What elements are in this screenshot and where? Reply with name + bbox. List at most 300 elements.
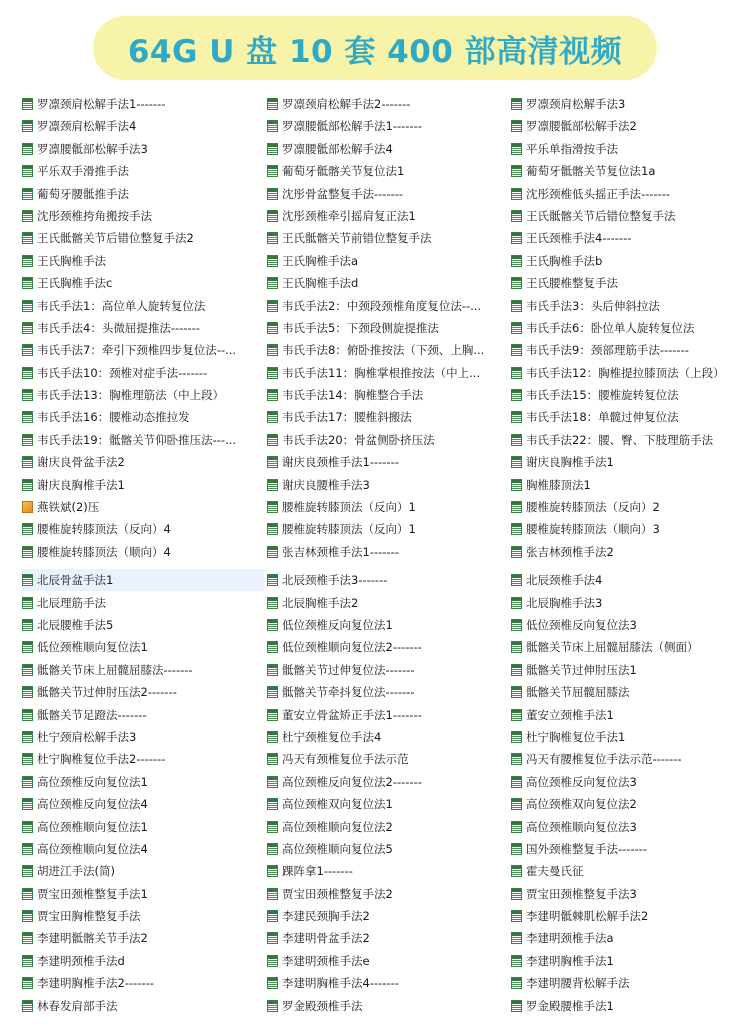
file-name: 王氏骶髂关节后错位整复手法2 [37,231,194,246]
video-file-icon [511,456,522,468]
file-name: 北辰胸椎手法3 [526,595,603,610]
file-item[interactable] [511,339,744,361]
video-file-icon [22,731,33,743]
video-file-icon [267,411,278,423]
file-item[interactable] [267,659,507,681]
file-name: 杜宁颈肩松解手法3 [37,729,137,744]
file-item[interactable] [267,115,507,137]
video-file-icon [511,619,522,631]
file-row [22,250,744,272]
file-name: 韦氏手法18：单髋过伸复位法 [526,410,679,425]
file-item[interactable] [511,474,744,496]
file-item[interactable] [267,771,507,793]
file-item[interactable] [511,406,744,428]
file-item[interactable] [267,205,507,227]
video-file-icon [267,255,278,267]
file-name: 北辰腰椎手法5 [37,617,114,632]
file-item[interactable] [267,474,507,496]
file-name: 韦氏手法12：胸椎提拉膝顶法（上段） [526,365,725,380]
video-file-icon [511,664,522,676]
file-row [22,726,744,748]
file-item[interactable] [511,816,744,838]
file-item[interactable] [22,771,264,793]
video-file-icon [267,910,278,922]
file-item[interactable] [22,384,264,406]
file-item[interactable] [511,429,744,451]
file-item[interactable] [511,115,744,137]
file-item[interactable] [511,496,744,518]
file-item[interactable] [511,838,744,860]
file-item[interactable] [22,429,264,451]
file-row [22,614,744,636]
file-name: 高位颈椎顺向复位法5 [282,841,393,856]
file-name: 王氏骶髂关节前错位整复手法 [282,231,432,246]
file-name: 韦氏手法17：腰椎斜搬法 [282,410,412,425]
file-item[interactable] [267,429,507,451]
video-file-icon [511,709,522,721]
video-file-icon [22,143,33,155]
video-file-icon [511,597,522,609]
file-item[interactable] [22,362,264,384]
file-item[interactable] [267,592,507,614]
file-item[interactable] [22,227,264,249]
file-item[interactable] [22,995,264,1017]
video-file-icon [22,955,33,967]
file-item[interactable] [267,995,507,1017]
video-file-icon [22,456,33,468]
file-name: 李建明腰背松解手法 [526,976,630,991]
video-file-icon [511,120,522,132]
file-item[interactable] [511,927,744,949]
file-name: 高位颈椎反向复位法1 [37,774,148,789]
file-row [22,317,744,339]
file-item[interactable] [22,704,264,726]
file-item[interactable] [267,93,507,115]
video-file-icon [511,411,522,423]
file-item[interactable] [511,541,744,563]
file-item[interactable] [267,883,507,905]
file-name: 腰椎旋转膝顶法（反向）4 [37,522,171,537]
file-item[interactable] [511,793,744,815]
file-item[interactable] [511,362,744,384]
file-item[interactable] [511,384,744,406]
file-item[interactable] [511,659,744,681]
file-name: 杜宁胸椎复位手法2------- [37,752,166,767]
file-row [22,474,744,496]
file-name: 高位颈椎反向复位法3 [526,774,637,789]
video-file-icon [267,344,278,356]
file-item[interactable] [22,474,264,496]
file-item[interactable] [267,704,507,726]
file-name: 韦氏手法9：颈部理筋手法------- [526,343,689,358]
video-file-icon [267,641,278,653]
video-file-icon [267,98,278,110]
file-name: 谢庆良胸椎手法1 [526,455,614,470]
file-row [22,972,744,994]
video-file-icon [511,523,522,535]
file-row [22,681,744,703]
file-name: 谢庆良胸椎手法1 [37,477,125,492]
file-item[interactable] [267,726,507,748]
file-name: 韦氏手法14：胸椎整合手法 [282,388,424,403]
file-name: 高位颈椎反向复位法4 [37,797,148,812]
video-file-icon [267,232,278,244]
file-item[interactable] [511,860,744,882]
file-item[interactable] [267,816,507,838]
file-item[interactable] [22,93,264,115]
file-item[interactable] [22,681,264,703]
file-name: 低位颈椎反向复位法1 [282,617,393,632]
video-file-icon [22,367,33,379]
file-name: 霍夫曼氏征 [526,864,584,879]
video-file-icon [22,277,33,289]
file-item[interactable] [22,748,264,770]
file-name: 贾宝田颈椎整复手法3 [526,886,637,901]
file-name: 骶髂关节过伸肘压法1 [526,662,637,677]
file-item[interactable] [511,681,744,703]
video-file-icon [22,821,33,833]
video-file-icon [511,641,522,653]
file-item[interactable] [511,883,744,905]
file-item[interactable] [267,406,507,428]
file-item[interactable] [267,950,507,972]
file-item[interactable] [511,272,744,294]
video-file-icon [22,322,33,334]
file-row [22,704,744,726]
file-item[interactable] [22,905,264,927]
file-item[interactable] [22,138,264,160]
file-name: 低位颈椎反向复位法3 [526,617,637,632]
file-name: 王氏胸椎手法a [282,253,359,268]
video-file-icon [22,753,33,765]
file-row [22,93,744,115]
video-file-icon [267,322,278,334]
file-row [22,771,744,793]
file-item[interactable] [267,362,507,384]
file-item[interactable] [22,451,264,473]
file-item[interactable] [22,950,264,972]
file-item[interactable] [511,205,744,227]
file-item[interactable] [22,518,264,540]
video-file-icon [511,210,522,222]
file-item[interactable] [267,838,507,860]
video-file-icon [267,865,278,877]
file-row [22,339,744,361]
file-item[interactable] [267,317,507,339]
file-name: 北辰颈椎手法4 [526,573,603,588]
file-name: 王氏颈椎手法4------- [526,231,632,246]
video-file-icon [267,776,278,788]
video-file-icon [267,798,278,810]
file-item[interactable] [267,927,507,949]
file-name: 高位颈椎顺向复位法3 [526,819,637,834]
file-row [22,793,744,815]
file-item[interactable] [267,295,507,317]
file-grid [22,93,744,1017]
file-item[interactable] [511,160,744,182]
file-item[interactable] [22,272,264,294]
file-item[interactable] [267,972,507,994]
video-file-icon [22,255,33,267]
video-file-icon [511,188,522,200]
file-name: 高位颈椎顺向复位法2 [282,819,393,834]
video-file-icon [267,843,278,855]
file-item[interactable] [267,541,507,563]
file-item[interactable] [511,972,744,994]
video-file-icon [267,165,278,177]
file-item[interactable] [22,496,264,518]
file-name: 冯天有腰椎复位手法示范------- [526,752,682,767]
file-row [22,115,744,137]
file-name: 骶髂关节牵抖复位法------- [282,685,415,700]
file-item[interactable] [22,636,264,658]
video-file-icon [267,932,278,944]
file-name: 张吉林颈椎手法2 [526,544,614,559]
file-item[interactable] [511,592,744,614]
file-item[interactable] [267,496,507,518]
file-item[interactable] [267,272,507,294]
video-file-icon [22,546,33,558]
file-row [22,183,744,205]
file-item[interactable] [511,569,744,591]
file-name: 韦氏手法3：头后伸斜拉法 [526,298,660,313]
file-item[interactable] [267,748,507,770]
file-row [22,592,744,614]
file-row [22,227,744,249]
file-name: 罗凛腰骶部松解手法4 [282,141,393,156]
video-file-icon [22,865,33,877]
video-file-icon [511,843,522,855]
video-file-icon [267,143,278,155]
video-file-icon [267,501,278,513]
video-file-icon [22,641,33,653]
video-file-icon [511,143,522,155]
video-file-icon [22,910,33,922]
video-file-icon [511,165,522,177]
file-name: 罗凛腰骶部松解手法1------- [282,119,422,134]
file-name: 高位颈椎双向复位法2 [526,797,637,812]
file-row [22,205,744,227]
video-file-icon [511,389,522,401]
file-name: 骶髂关节床上屈髋屈膝法------- [37,662,193,677]
file-item[interactable] [511,295,744,317]
file-name: 罗金殿颈椎手法 [282,998,363,1013]
file-item[interactable] [22,860,264,882]
file-name: 董安立骨盆矫正手法1------- [282,707,422,722]
file-item[interactable] [267,614,507,636]
file-item[interactable] [267,681,507,703]
file-item[interactable] [22,592,264,614]
file-row [22,384,744,406]
file-item[interactable] [22,793,264,815]
video-file-icon [511,255,522,267]
video-file-icon [22,888,33,900]
file-row [22,995,744,1017]
file-item[interactable] [511,183,744,205]
file-name: 杜宁颈椎复位手法4 [282,729,382,744]
video-file-icon [267,709,278,721]
video-file-icon [267,367,278,379]
file-item[interactable] [511,317,744,339]
file-item[interactable] [511,995,744,1017]
file-name: 王氏胸椎手法d [282,276,359,291]
file-item[interactable] [267,384,507,406]
file-item[interactable] [511,614,744,636]
file-item[interactable] [22,883,264,905]
video-file-icon [511,776,522,788]
file-item[interactable] [511,950,744,972]
file-item[interactable] [511,250,744,272]
file-item[interactable] [267,160,507,182]
file-name: 高位颈椎顺向复位法4 [37,841,148,856]
video-file-icon [22,619,33,631]
file-name: 韦氏手法13：胸椎理筋法（中上段） [37,388,225,403]
file-name: 低位颈椎顺向复位法2------- [282,640,422,655]
video-file-icon [267,210,278,222]
file-name: 腰椎旋转膝顶法（反向）2 [526,500,660,515]
video-file-icon [511,753,522,765]
file-name: 高位颈椎反向复位法2------- [282,774,422,789]
file-name: 平乐双手滑推手法 [37,164,129,179]
file-item[interactable] [267,183,507,205]
file-row [22,905,744,927]
file-item[interactable] [22,659,264,681]
file-item[interactable] [22,614,264,636]
file-name: 贾宝田颈椎整复手法1 [37,886,148,901]
file-name: 沈彤颈椎挎角搬按手法 [37,208,152,223]
file-name: 燕铁斌(2)压 [37,500,100,515]
video-file-icon [267,300,278,312]
file-item[interactable] [22,972,264,994]
file-item[interactable] [511,748,744,770]
video-file-icon [22,300,33,312]
video-file-icon [267,977,278,989]
file-item[interactable] [267,339,507,361]
video-file-icon [22,411,33,423]
video-file-icon [267,821,278,833]
file-row [22,927,744,949]
file-name: 沈彤颈椎牵引摇肩复正法1 [282,208,416,223]
file-item[interactable] [511,771,744,793]
file-item[interactable] [267,451,507,473]
file-name: 李建民颈胸手法2 [282,909,370,924]
file-name: 李建明颈椎手法a [526,931,614,946]
file-name: 王氏腰椎整复手法 [526,276,618,291]
file-name: 王氏胸椎手法b [526,253,603,268]
file-item[interactable] [267,518,507,540]
file-name: 韦氏手法20：骨盆侧卧挤压法 [282,432,435,447]
video-file-icon [511,232,522,244]
video-file-icon [22,232,33,244]
file-item[interactable] [511,138,744,160]
video-file-icon [511,977,522,989]
file-item[interactable] [22,295,264,317]
file-item[interactable] [22,816,264,838]
file-name: 罗凛腰骶部松解手法2 [526,119,637,134]
file-item[interactable] [22,250,264,272]
file-name: 骶髂关节足蹬法------- [37,707,147,722]
video-file-icon [22,597,33,609]
file-name: 李建明骨盆手法2 [282,931,370,946]
file-item[interactable] [267,569,507,591]
file-row [22,518,744,540]
file-item[interactable] [267,636,507,658]
file-item[interactable] [267,227,507,249]
image-file-icon [22,501,33,513]
video-file-icon [22,776,33,788]
file-item[interactable] [22,569,264,591]
file-item[interactable] [267,793,507,815]
file-item[interactable] [22,339,264,361]
file-name: 骶髂关节过伸肘压法2------- [37,685,177,700]
video-file-icon [22,120,33,132]
file-name: 沈彤骨盆整复手法------- [282,186,404,201]
file-item[interactable] [22,541,264,563]
video-file-icon [22,98,33,110]
video-file-icon [511,686,522,698]
video-file-icon [267,597,278,609]
file-item[interactable] [267,905,507,927]
file-name: 韦氏手法5：下颈段侧旋提推法 [282,320,439,335]
file-item[interactable] [22,406,264,428]
file-item[interactable] [511,227,744,249]
file-item[interactable] [267,250,507,272]
file-item[interactable] [267,138,507,160]
file-name: 沈彤颈椎低头摇正手法------- [526,186,671,201]
file-item[interactable] [22,317,264,339]
file-name: 韦氏手法16：腰椎动态推拉发 [37,410,190,425]
video-file-icon [267,120,278,132]
video-file-icon [267,664,278,676]
file-name: 韦氏手法1：高位单人旋转复位法 [37,298,206,313]
file-item[interactable] [511,726,744,748]
file-item[interactable] [511,518,744,540]
file-item[interactable] [22,115,264,137]
file-item[interactable] [511,704,744,726]
file-item[interactable] [22,927,264,949]
file-item[interactable] [511,451,744,473]
file-name: 张吉林颈椎手法1------- [282,544,399,559]
file-row [22,950,744,972]
file-name: 腰椎旋转膝顶法（反向）1 [282,522,416,537]
file-name: 葡萄牙骶髂关节复位法1 [282,164,405,179]
video-file-icon [511,277,522,289]
file-item[interactable] [511,93,744,115]
video-file-icon [267,277,278,289]
file-item[interactable] [511,905,744,927]
file-name: 骶髂关节屈髋屈膝法 [526,685,630,700]
file-item[interactable] [267,860,507,882]
file-item[interactable] [22,160,264,182]
file-name: 腰椎旋转膝顶法（反向）1 [282,500,416,515]
file-item[interactable] [22,183,264,205]
file-name: 韦氏手法7：牵引下颈椎四步复位法--... [37,343,237,358]
file-name: 贾宝田颈椎整复手法2 [282,886,393,901]
file-item[interactable] [22,205,264,227]
video-file-icon [267,479,278,491]
file-item[interactable] [511,636,744,658]
file-name: 北辰理筋手法 [37,595,106,610]
file-name: 罗凛颈肩松解手法2------- [282,97,411,111]
file-row [22,160,744,182]
file-name: 贾宝田胸椎整复手法 [37,909,141,924]
video-file-icon [22,188,33,200]
file-item[interactable] [22,838,264,860]
file-item[interactable] [22,726,264,748]
file-name: 韦氏手法8：俯卧推按法（下颈、上胸... [282,343,485,358]
video-file-icon [511,322,522,334]
file-name: 韦氏手法6：卧位单人旋转复位法 [526,320,695,335]
